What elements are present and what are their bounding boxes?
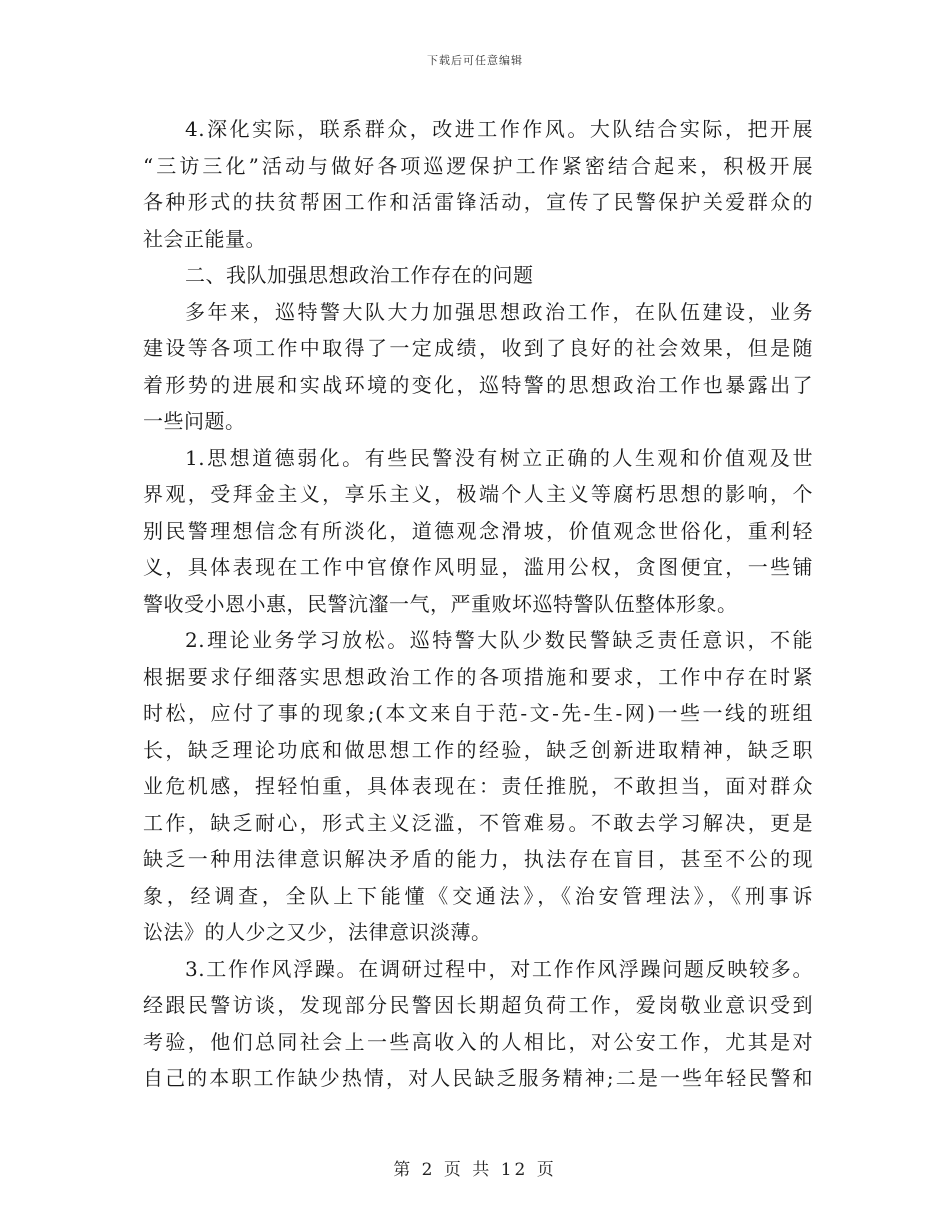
body-text-line: 自己的本职工作缺少热情，对人民缺乏服务精神;二是一些年轻民警和 [143,1066,813,1090]
body-text-line: 义，具体表现在工作中官僚作风明显，滥用公权，贪图便宜，一些铺 [143,555,813,579]
body-text-line: 3.工作作风浮躁。在调研过程中，对工作作风浮躁问题反映较多。 [185,956,813,981]
body-text-line: 二、我队加强思想政治工作存在的问题 [185,263,534,287]
body-text-line: 业危机感，捏轻怕重，具体表现在：责任推脱，不敢担当，面对群众 [143,774,813,798]
body-text-line: 4.深化实际，联系群众，改进工作作风。大队结合实际，把开展 [185,117,813,141]
body-text-line: 根据要求仔细落实思想政治工作的各项措施和要求，工作中存在时紧 [143,664,813,689]
body-text-line: 时松，应付了事的现象;(本文来自于范-文-先-生-网)一些一线的班组 [143,701,813,725]
body-text-line: 一些问题。 [143,409,246,433]
body-text-line: 1.思想道德弱化。有些民警没有树立正确的人生观和价值观及世 [185,445,813,470]
body-text-line: 建设等各项工作中取得了一定成绩，收到了良好的社会效果，但是随 [143,336,813,360]
body-text-line: 长，缺乏理论功底和做思想工作的经验，缺乏创新进取精神，缺乏职 [143,737,813,762]
body-text-line: 警收受小恩小惠，民警沆瀣一气，严重败坏巡特警队伍整体形象。 [143,591,738,616]
body-text-line: 多年来，巡特警大队大力加强思想政治工作，在队伍建设，业务 [185,299,813,324]
document-body [143,111,813,1097]
body-text-line: 经跟民警访谈，发现部分民警因长期超负荷工作，爱岗敬业意识受到 [143,993,813,1017]
body-text-line: 工作，缺乏耐心，形式主义泛滥，不管难易。不敢去学习解决，更是 [143,810,813,835]
body-text-line: 缺乏一种用法律意识解决矛盾的能力，执法存在盲目，甚至不公的现 [143,847,813,871]
body-text-line: 2.理论业务学习放松。巡特警大队少数民警缺乏责任意识，不能 [185,628,813,652]
body-text-line: 象，经调查，全队上下能懂《交通法》，《治安管理法》，《刑事诉 [143,883,813,908]
body-text-line: 考验，他们总同社会上一些高收入的人相比，对公安工作，尤其是对 [143,1029,813,1054]
body-text-line: “三访三化”活动与做好各项巡逻保护工作紧密结合起来，积极开展 [143,153,813,178]
body-text-line: 讼法》的人少之又少，法律意识淡薄。 [143,920,492,944]
body-text-line: 各种形式的扶贫帮困工作和活雷锋活动，宣传了民警保护关爱群众的 [143,190,813,214]
page-number-footer: 第 2 页 共 12 页 [393,1160,557,1180]
page-header: 下载后可任意编辑 [427,54,523,67]
body-text-line: 着形势的进展和实战环境的变化，巡特警的思想政治工作也暴露出了 [143,372,813,397]
body-text-line: 界观，受拜金主义，享乐主义，极端个人主义等腐朽思想的影响，个 [143,482,813,506]
body-text-line: 别民警理想信念有所淡化，道德观念滑坡，价值观念世俗化，重利轻 [143,518,813,543]
body-text-line: 社会正能量。 [143,226,266,251]
